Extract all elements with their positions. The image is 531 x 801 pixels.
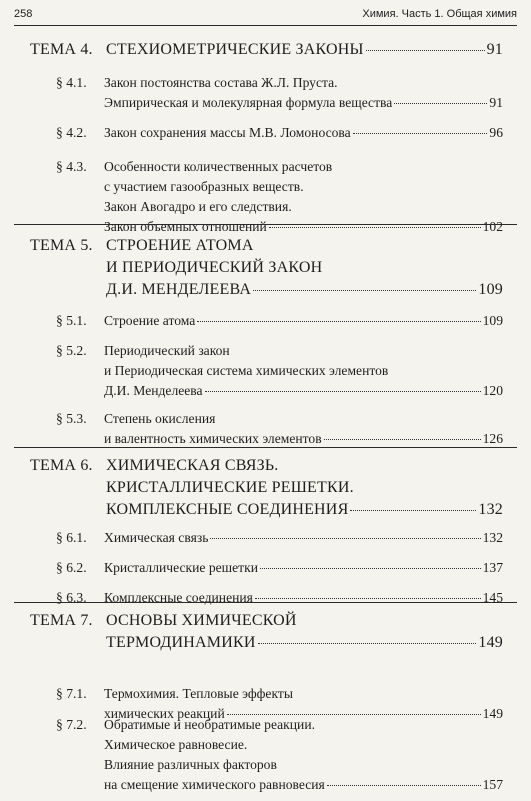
topic-title-line bbox=[106, 237, 503, 255]
topic-label: ТЕМА 6. bbox=[30, 457, 93, 474]
toc-section[interactable] bbox=[0, 159, 531, 239]
section-label: § 6.3. bbox=[56, 590, 87, 605]
entry-text: и валентность химических элементов bbox=[104, 431, 322, 446]
toc-section[interactable] bbox=[0, 75, 531, 115]
topic-label: ТЕМА 5. bbox=[30, 237, 93, 254]
topic-title-line bbox=[106, 634, 503, 652]
section-title-line bbox=[104, 431, 503, 447]
entry-text: с участием газообразных веществ. bbox=[104, 179, 304, 194]
dot-leader bbox=[227, 714, 481, 715]
header-rule bbox=[14, 25, 517, 26]
page-ref: 91 bbox=[486, 41, 503, 58]
section-title-line bbox=[104, 717, 503, 733]
entry-text: Степень окисления bbox=[104, 411, 216, 426]
page-ref: 96 bbox=[489, 125, 503, 140]
divider bbox=[14, 224, 517, 225]
page-ref: 109 bbox=[482, 313, 503, 328]
page-ref: 132 bbox=[478, 501, 503, 518]
section-label: § 6.2. bbox=[56, 560, 87, 575]
topic-title-line bbox=[106, 501, 503, 519]
entry-text: Влияние различных факторов bbox=[104, 757, 277, 772]
topic-title-line bbox=[106, 281, 503, 299]
section-label: § 4.3. bbox=[56, 159, 87, 174]
dot-leader bbox=[260, 568, 481, 569]
entry-text: Химическое равновесие. bbox=[104, 737, 248, 752]
entry-text: и Периодическая система химических элементов bbox=[104, 363, 389, 378]
section-label: § 7.1. bbox=[56, 686, 87, 701]
entry-text: Химическая связь bbox=[104, 530, 209, 545]
toc-section[interactable] bbox=[0, 717, 531, 797]
entry-text: Кристаллические решетки bbox=[104, 560, 258, 575]
dot-leader bbox=[366, 50, 485, 51]
toc-topic[interactable] bbox=[0, 237, 531, 303]
dot-leader bbox=[205, 391, 481, 392]
section-label: § 4.2. bbox=[56, 125, 87, 140]
toc-topic[interactable] bbox=[0, 41, 531, 63]
section-title-line bbox=[104, 411, 503, 427]
entry-text: Закон Авогадро и его следствия. bbox=[104, 199, 292, 214]
running-title: Химия. Часть 1. Общая химия bbox=[362, 8, 517, 20]
toc-section[interactable] bbox=[0, 125, 531, 145]
section-title-line bbox=[104, 530, 503, 546]
entry-text: Термохимия. Тепловые эффекты bbox=[104, 686, 293, 701]
entry-text: ХИМИЧЕСКАЯ СВЯЗЬ. bbox=[106, 457, 279, 474]
topic-title-line bbox=[106, 612, 503, 630]
section-title-line bbox=[104, 125, 503, 141]
page-ref: 149 bbox=[478, 634, 503, 651]
section-title-line bbox=[104, 686, 503, 702]
running-header bbox=[14, 8, 517, 22]
section-title-line bbox=[104, 777, 503, 793]
dot-leader bbox=[353, 133, 488, 134]
page-ref: 132 bbox=[482, 530, 503, 545]
toc-section[interactable] bbox=[0, 560, 531, 580]
topic-title-line bbox=[106, 479, 503, 497]
dot-leader bbox=[197, 321, 480, 322]
divider bbox=[14, 602, 517, 603]
dot-leader bbox=[394, 103, 487, 104]
section-title-line bbox=[104, 95, 503, 111]
entry-text: ТЕРМОДИНАМИКИ bbox=[106, 634, 256, 651]
section-title-line bbox=[104, 219, 503, 235]
entry-text: Д.И. Менделеева bbox=[104, 383, 203, 398]
entry-text: СТЕХИОМЕТРИЧЕСКИЕ ЗАКОНЫ bbox=[106, 41, 364, 58]
toc-section[interactable] bbox=[0, 590, 531, 610]
page-ref: 120 bbox=[482, 383, 503, 398]
dot-leader bbox=[324, 439, 481, 440]
divider bbox=[14, 447, 517, 448]
dot-leader bbox=[350, 510, 476, 511]
dot-leader bbox=[253, 290, 476, 291]
page-ref: 137 bbox=[482, 560, 503, 575]
dot-leader bbox=[255, 598, 481, 599]
entry-text: Обратимые и необратимые реакции. bbox=[104, 717, 316, 732]
toc-section[interactable] bbox=[0, 530, 531, 550]
page-ref: 109 bbox=[478, 281, 503, 298]
toc-topic[interactable] bbox=[0, 457, 531, 523]
section-title-line bbox=[104, 737, 503, 753]
section-title-line bbox=[104, 363, 503, 379]
entry-text: Д.И. МЕНДЕЛЕЕВА bbox=[106, 281, 252, 298]
section-label: § 6.1. bbox=[56, 530, 87, 545]
page-ref: 126 bbox=[482, 431, 503, 446]
section-title-line bbox=[104, 590, 503, 606]
entry-text: химических реакций bbox=[104, 706, 225, 721]
dot-leader bbox=[327, 785, 481, 786]
entry-text: Закон сохранения массы М.В. Ломоносова bbox=[104, 125, 351, 140]
page-ref: 149 bbox=[482, 706, 503, 721]
topic-label: ТЕМА 7. bbox=[30, 612, 93, 629]
toc-section[interactable] bbox=[0, 343, 531, 403]
section-title-line bbox=[104, 199, 503, 215]
section-title-line bbox=[104, 179, 503, 195]
entry-text: на смещение химического равновесия bbox=[104, 777, 325, 792]
topic-title-line bbox=[106, 41, 503, 59]
toc-topic[interactable] bbox=[0, 612, 531, 656]
section-title-line bbox=[104, 313, 503, 329]
entry-text: ОСНОВЫ ХИМИЧЕСКОЙ bbox=[106, 612, 297, 629]
entry-text: Комплексные соединения bbox=[104, 590, 253, 605]
section-label: § 7.2. bbox=[56, 717, 87, 732]
section-title-line bbox=[104, 159, 503, 175]
entry-text: Периодический закон bbox=[104, 343, 230, 358]
topic-label: ТЕМА 4. bbox=[30, 41, 93, 58]
dot-leader bbox=[258, 643, 477, 644]
section-title-line bbox=[104, 757, 503, 773]
entry-text: КРИСТАЛЛИЧЕСКИЕ РЕШЕТКИ. bbox=[106, 479, 354, 496]
topic-title-line bbox=[106, 259, 503, 277]
section-label: § 5.3. bbox=[56, 411, 87, 426]
entry-text: СТРОЕНИЕ АТОМА bbox=[106, 237, 254, 254]
section-title-line bbox=[104, 560, 503, 576]
section-label: § 5.2. bbox=[56, 343, 87, 358]
entry-text: Особенности количественных расчетов bbox=[104, 159, 333, 174]
page-ref: 91 bbox=[489, 95, 503, 110]
entry-text: Закон объемных отношений bbox=[104, 219, 267, 234]
entry-text: Строение атома bbox=[104, 313, 196, 328]
section-title-line bbox=[104, 75, 503, 91]
section-label: § 4.1. bbox=[56, 75, 87, 90]
page-ref: 102 bbox=[482, 219, 503, 234]
page-ref: 157 bbox=[482, 777, 503, 792]
section-title-line bbox=[104, 343, 503, 359]
entry-text: И ПЕРИОДИЧЕСКИЙ ЗАКОН bbox=[106, 259, 323, 276]
page-ref: 145 bbox=[482, 590, 503, 605]
section-title-line bbox=[104, 383, 503, 399]
toc-section[interactable] bbox=[0, 313, 531, 333]
entry-text: Эмпирическая и молекулярная формула вещества bbox=[104, 95, 393, 110]
section-label: § 5.1. bbox=[56, 313, 87, 328]
topic-title-line bbox=[106, 457, 503, 475]
page-number: 258 bbox=[14, 8, 33, 20]
entry-text: Закон постоянства состава Ж.Л. Пруста. bbox=[104, 75, 338, 90]
dot-leader bbox=[269, 227, 481, 228]
entry-text: КОМПЛЕКСНЫЕ СОЕДИНЕНИЯ bbox=[106, 501, 349, 518]
toc-section[interactable] bbox=[0, 411, 531, 451]
dot-leader bbox=[210, 538, 480, 539]
